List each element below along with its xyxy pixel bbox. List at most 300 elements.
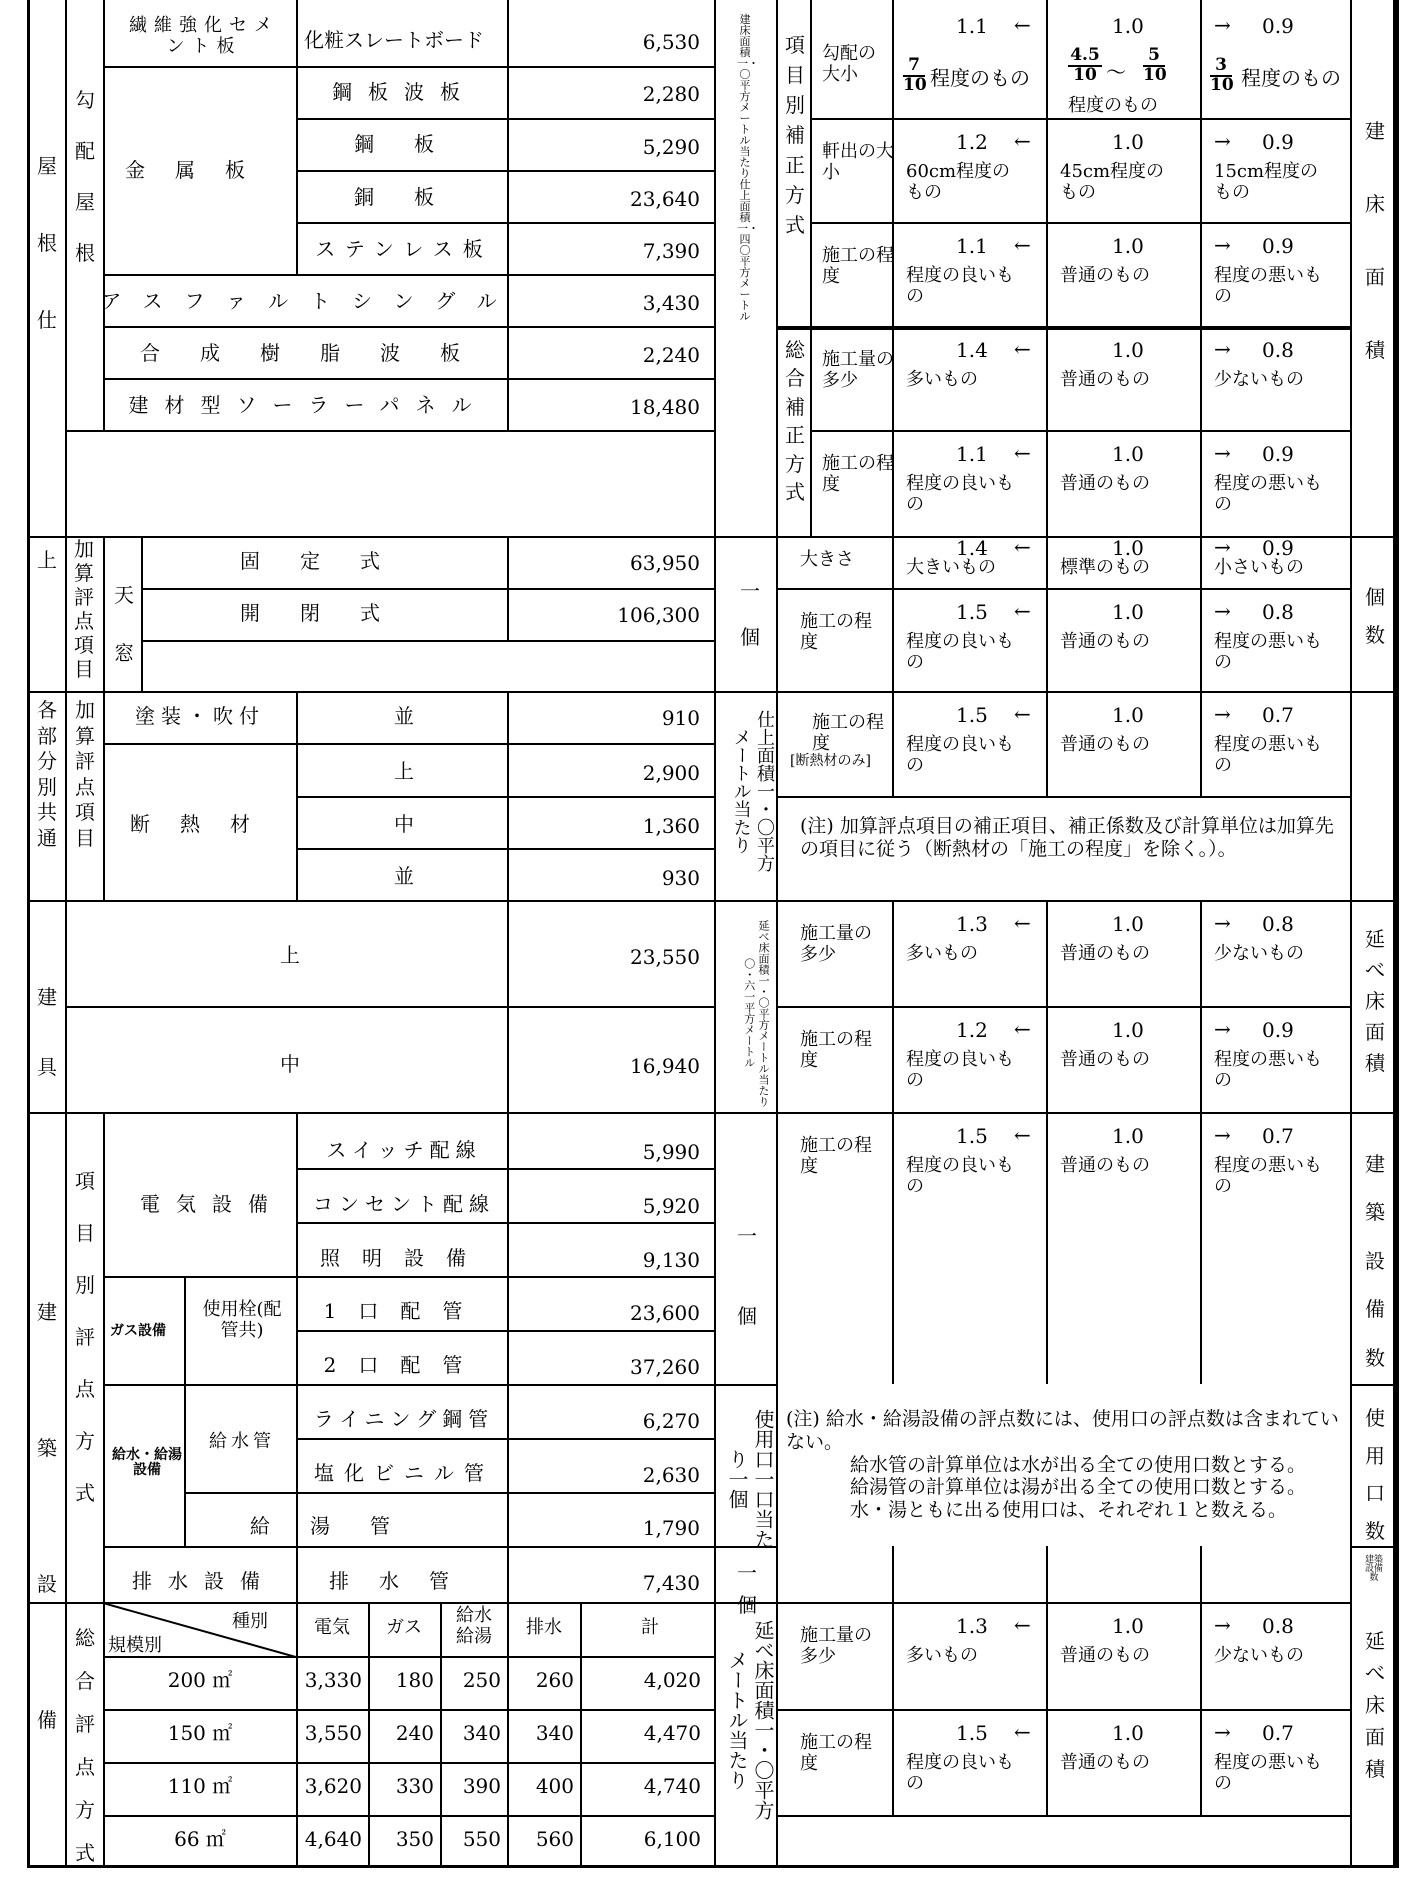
- overall-cell: 340: [462, 1721, 501, 1745]
- overall-cell: 240: [395, 1721, 434, 1745]
- h-line: [103, 743, 714, 745]
- corr-low-7: 0.8: [1262, 912, 1294, 936]
- v-line: [103, 536, 105, 691]
- insulation-value-low: 930: [661, 866, 700, 890]
- roof-value-steel-corrugated: 2,280: [642, 82, 700, 106]
- h-line: [103, 274, 714, 276]
- corr-item-0: 軒出の大小: [822, 141, 894, 183]
- arrow-right-icon: →: [1214, 1613, 1231, 1637]
- arrow-right-icon: →: [1214, 337, 1231, 361]
- common-corr-item: 施工の程度: [812, 712, 884, 754]
- corr-high-1: 1.1: [956, 234, 988, 258]
- arrow-right-icon: →: [1214, 13, 1231, 37]
- fittings-unit-text: 延べ床面積一・〇平方メートル当たり〇・六一平方メートル: [742, 919, 770, 1107]
- overall-cell: 3,550: [304, 1721, 362, 1745]
- water-note-line-3: 給湯管の計算単位は湯が出る全ての使用口数とする。: [850, 1476, 1307, 1499]
- h-line: [103, 1709, 714, 1711]
- common-category: 各部分別共通: [37, 698, 57, 850]
- electric-light-value: 9,130: [642, 1248, 700, 1272]
- corr-item-11: 施工の程度: [800, 1732, 872, 1774]
- corr-low-0: 0.9: [1262, 130, 1294, 154]
- skylight-group: 加算評点項目: [74, 537, 94, 681]
- arrow-right-icon: →: [1214, 911, 1231, 935]
- corr-low-desc-11: 程度の悪いもの: [1214, 1752, 1322, 1794]
- overall-right-unit: 延べ床面積: [1365, 1629, 1385, 1781]
- common-unit-text: 仕上面積一・〇平方メートル当たり: [730, 710, 775, 872]
- corr-low-desc-10: 少ないもの: [1214, 1645, 1304, 1666]
- overall-unit: 延べ床面積一・〇平方メートル当たり: [725, 1620, 775, 1820]
- h-line: [296, 1330, 714, 1332]
- skylight-unit: 一個: [740, 579, 760, 649]
- corr-mid-desc-3: 普通のもの: [1060, 473, 1150, 494]
- v-line: [103, 0, 105, 430]
- corr-mid-desc-1: 普通のもの: [1060, 265, 1150, 286]
- v-line: [1350, 691, 1352, 796]
- overall-cell: 560: [535, 1827, 574, 1851]
- water-note-line-1: (注) 給水・給湯設備の評点数には、使用口の評点数は含まれていない。: [786, 1408, 1339, 1453]
- water-lining-steel-value: 6,270: [642, 1409, 700, 1433]
- common-coating-grade: 並: [394, 704, 414, 728]
- corr-mid-desc-2: 普通のもの: [1060, 369, 1150, 390]
- corr-low-desc-7: 少ないもの: [1214, 943, 1304, 964]
- h-line: [65, 1006, 714, 1008]
- water-name: 給水・給湯設備: [112, 1447, 182, 1479]
- roof-value-asphalt-shingle: 3,430: [642, 291, 700, 315]
- fittings-grade-high: 上: [280, 943, 300, 967]
- corr-low-desc-3: 程度の悪いもの: [1214, 473, 1322, 515]
- corr-mid-desc-6: 普通のもの: [1060, 734, 1150, 755]
- overall-cell: 550: [462, 1827, 501, 1851]
- v-line: [1200, 900, 1202, 1112]
- arrow-right-icon: →: [1214, 233, 1231, 257]
- overall-col-header: 電気: [314, 1617, 350, 1638]
- overall-col-header: ガス: [386, 1617, 422, 1638]
- h-line: [776, 326, 1350, 330]
- v-line: [1046, 0, 1048, 536]
- overall-cell: 3,330: [304, 1668, 362, 1692]
- corr-mid-10: 1.0: [1112, 1614, 1144, 1638]
- arrow-left-icon: ←: [1014, 233, 1031, 257]
- corr-item-5: 施工の程度: [800, 611, 872, 653]
- corr-mid-8: 1.0: [1112, 1018, 1144, 1042]
- fittings-right-unit: 延べ床面積: [1365, 927, 1385, 1075]
- overall-col-header: 排水: [526, 1617, 562, 1638]
- corr-high-desc-4: 大きいもの: [906, 557, 996, 578]
- insulation-grade-mid: 中: [394, 812, 414, 836]
- arrow-left-icon: ←: [1014, 702, 1031, 726]
- v-line: [141, 536, 143, 691]
- v-line: [892, 536, 894, 691]
- arrow-right-icon: →: [1214, 441, 1231, 465]
- h-line: [141, 640, 714, 642]
- corr-item-4: 大きさ: [800, 549, 854, 570]
- v-line: [1200, 691, 1202, 796]
- v-line: [1200, 0, 1202, 536]
- gas-1-pipe: 1口配管: [323, 1299, 485, 1323]
- corr-low-8: 0.9: [1262, 1018, 1294, 1042]
- corr-item-10: 施工量の多少: [800, 1625, 872, 1667]
- h-line: [65, 430, 714, 432]
- v-line: [1200, 1112, 1202, 1384]
- gas-2-pipe: 2口配管: [323, 1353, 485, 1377]
- skylight-fixed: 固定式: [240, 549, 420, 573]
- corr-mid-3: 1.0: [1112, 442, 1144, 466]
- v-line: [507, 0, 509, 430]
- equipment-right-unit-3: 建築設備数: [1364, 1555, 1383, 1583]
- skylight-fixed-value: 63,950: [630, 551, 700, 575]
- h-line: [296, 170, 714, 172]
- v-line: [892, 1546, 894, 1602]
- fittings-grade-mid: 中: [280, 1052, 300, 1076]
- corr-high-11: 1.5: [956, 1721, 988, 1745]
- overall-row-scale: 110 ㎡: [167, 1774, 233, 1798]
- corr-mid-desc-4: 標準のもの: [1060, 557, 1150, 578]
- common-corr-item-note: [断熱材のみ]: [790, 753, 871, 769]
- v-line: [892, 1602, 894, 1815]
- v-line: [1046, 536, 1048, 691]
- v-line: [103, 691, 105, 900]
- v-line: [776, 0, 778, 1868]
- corr-item-7: 施工量の多少: [800, 923, 872, 965]
- h-line: [776, 1709, 1350, 1711]
- overall-head-scale: 規模別: [108, 1635, 162, 1656]
- arrow-left-icon: ←: [1014, 599, 1031, 623]
- corr-low-5: 0.8: [1262, 600, 1294, 624]
- corr-item-1: 施工の程度: [822, 245, 894, 287]
- arrow-right-icon: →: [1214, 702, 1231, 726]
- v-line: [580, 1602, 582, 1868]
- electric-switch-value: 5,990: [642, 1140, 700, 1164]
- water-sub: 給水管: [209, 1431, 275, 1452]
- corr-high-desc-5: 程度の良いもの: [906, 631, 1014, 673]
- roof-value-steel: 5,290: [642, 135, 700, 159]
- overall-head-kind: 種別: [232, 1611, 268, 1632]
- roof-value-copper: 23,640: [630, 187, 700, 211]
- corr-mid-6: 1.0: [1112, 703, 1144, 727]
- corr-high-6: 1.5: [956, 703, 988, 727]
- roof-value-resin-corrugated: 2,240: [642, 343, 700, 367]
- overall-row-scale: 200 ㎡: [167, 1668, 233, 1692]
- h-line: [296, 1222, 714, 1224]
- corr-high-desc-6: 程度の良いもの: [906, 734, 1014, 776]
- overall-cell: 180: [395, 1668, 434, 1692]
- corr-high-2: 1.4: [956, 338, 988, 362]
- common-coating-value: 910: [661, 706, 700, 730]
- h-line: [1350, 1384, 1396, 1386]
- corr-slope-mid: 1.0: [1112, 14, 1144, 38]
- arrow-right-icon: →: [1214, 535, 1231, 559]
- overall-row-scale: 66 ㎡: [174, 1827, 226, 1851]
- v-line: [507, 900, 509, 1112]
- corr-item-3: 施工の程度: [822, 453, 894, 495]
- corr-low-desc-1: 程度の悪いもの: [1214, 265, 1322, 307]
- v-line: [1350, 0, 1352, 1868]
- water-note: [786, 1408, 1346, 1522]
- overall-cell: 340: [535, 1721, 574, 1745]
- tilde-glyph: 〜: [1106, 60, 1126, 84]
- water-note-line-4: 水・湯ともに出る使用口は、それぞれ１と数える。: [850, 1499, 1288, 1522]
- corr-low-2: 0.8: [1262, 338, 1294, 362]
- arrow-right-icon: →: [1214, 129, 1231, 153]
- roof-material-asphalt-shingle: アスファルトシングル: [101, 289, 519, 313]
- insulation-grade-low: 並: [394, 864, 414, 888]
- overall-cell: 390: [462, 1774, 501, 1798]
- overall-cell: 400: [535, 1774, 574, 1798]
- overall-cell: 4,740: [643, 1774, 701, 1798]
- corr-slope-high: 1.1: [956, 14, 988, 38]
- h-line: [103, 1276, 714, 1278]
- corr-low-desc-0: 15cm程度のもの: [1214, 161, 1319, 203]
- fraction-4.5-10: $\frac{4.5}{10}$: [1068, 47, 1102, 85]
- common-group: 加算評点項目: [75, 698, 95, 850]
- roof-subcategory: 勾配屋根: [75, 88, 95, 265]
- corr-low-desc-5: 程度の悪いもの: [1214, 631, 1322, 673]
- roof-material-solar-panel: 建材型ソーラーパネル: [128, 393, 488, 417]
- roof-right-unit: 建床面積: [1365, 119, 1385, 362]
- v-line: [296, 0, 298, 274]
- corr-mid-desc-9: 普通のもの: [1060, 1155, 1150, 1176]
- corr-mid-desc-11: 普通のもの: [1060, 1752, 1150, 1773]
- corr-slope-item: 勾配の大小: [822, 43, 876, 85]
- equipment-unit-item: 一個: [737, 1224, 757, 1328]
- corr-high-9: 1.5: [956, 1124, 988, 1148]
- roof-value-solar-panel: 18,480: [630, 395, 700, 419]
- arrow-left-icon: ←: [1014, 1613, 1031, 1637]
- h-line: [103, 1546, 714, 1548]
- overall-cell: 3,620: [304, 1774, 362, 1798]
- v-line: [892, 900, 894, 1112]
- corr-high-7: 1.3: [956, 912, 988, 936]
- h-line: [296, 1168, 714, 1170]
- fraction-3-10: $\frac{3}{10}$: [1210, 55, 1234, 95]
- overall-cell: 330: [395, 1774, 434, 1798]
- corr-mid-desc-10: 普通のもの: [1060, 1645, 1150, 1666]
- corr-mid-2: 1.0: [1112, 338, 1144, 362]
- fraction-5-10: $\frac{5}{10}$: [1143, 45, 1167, 85]
- gas-name: ガス設備: [110, 1323, 166, 1339]
- corr-slope-mid-desc: 程度のもの: [1068, 95, 1158, 116]
- roof-material-resin-corrugated: 合成樹脂波板: [140, 341, 500, 365]
- hot-water-pipe-value: 1,790: [642, 1516, 700, 1540]
- equipment-overall-label: 総合評点方式: [75, 1626, 95, 1865]
- v-line: [714, 0, 716, 1868]
- h-line: [714, 1384, 776, 1386]
- skylight-right-unit: 個数: [1365, 585, 1385, 647]
- h-line: [810, 222, 1350, 224]
- insulation-grade-high: 上: [394, 759, 414, 783]
- h-line: [103, 1656, 714, 1658]
- h-line: [27, 900, 1396, 902]
- water-pvc: 塩化ビニル管: [314, 1461, 494, 1485]
- v-line: [1200, 1602, 1202, 1815]
- drain-pipe: 排水管: [329, 1569, 479, 1593]
- arrow-left-icon: ←: [1014, 337, 1031, 361]
- h-line: [776, 588, 1350, 590]
- corr-low-desc-8: 程度の悪いもの: [1214, 1049, 1322, 1091]
- fittings-value-high: 23,550: [630, 945, 700, 969]
- corr-high-desc-0: 60cm程度のもの: [906, 161, 1011, 203]
- corr-slope-low: 0.9: [1262, 14, 1294, 38]
- electric-outlet: コンセント配線: [313, 1192, 495, 1216]
- corr-low-desc-4: 小さいもの: [1214, 557, 1304, 578]
- v-line: [507, 1112, 509, 1602]
- corr-high-desc-11: 程度の良いもの: [906, 1752, 1014, 1794]
- corr-low-11: 0.7: [1262, 1721, 1294, 1745]
- arrow-left-icon: ←: [1014, 1123, 1031, 1147]
- roof-material-fiber-cement: 繊維強化セメント板: [129, 15, 279, 57]
- roof-type-steel: 鋼板: [354, 132, 474, 156]
- arrow-left-icon: ←: [1014, 911, 1031, 935]
- corr-mid-9: 1.0: [1112, 1124, 1144, 1148]
- h-line: [296, 848, 714, 850]
- h-line: [296, 796, 714, 798]
- h-line: [296, 1438, 714, 1440]
- arrow-left-icon: ←: [1014, 1017, 1031, 1041]
- corr-mid-7: 1.0: [1112, 912, 1144, 936]
- corr-high-desc-7: 多いもの: [906, 943, 978, 964]
- corr-mid-desc-7: 普通のもの: [1060, 943, 1150, 964]
- arrow-left-icon: ←: [1014, 1720, 1031, 1744]
- overall-cell: 4,470: [643, 1721, 701, 1745]
- corr-high-10: 1.3: [956, 1614, 988, 1638]
- corr-high-desc-8: 程度の良いもの: [906, 1049, 1014, 1091]
- arrow-left-icon: ←: [1014, 535, 1031, 559]
- v-line: [892, 691, 894, 796]
- equipment-right-unit-2: 使用口数: [1365, 1406, 1385, 1543]
- corr-item-9: 施工の程度: [800, 1135, 872, 1177]
- arrow-left-icon: ←: [1014, 13, 1031, 37]
- h-line: [103, 1384, 714, 1386]
- overall-cell: 260: [535, 1668, 574, 1692]
- water-pvc-value: 2,630: [642, 1463, 700, 1487]
- skylight-name: 天窓: [114, 583, 134, 665]
- insulation-value-mid: 1,360: [642, 814, 700, 838]
- equipment-category: 建築設備: [37, 1300, 57, 1732]
- arrow-left-icon: ←: [1014, 129, 1031, 153]
- hot-water-pipe: 給湯管: [250, 1514, 430, 1538]
- h-line: [810, 118, 1350, 120]
- overall-cell: 4,640: [304, 1827, 362, 1851]
- roof-type-steel-corrugated: 鋼板波板: [332, 80, 476, 104]
- insulation-value-high: 2,900: [642, 761, 700, 785]
- drain-name: 排水設備: [132, 1569, 276, 1593]
- overall-cell: 4,020: [643, 1668, 701, 1692]
- gas-sub: 使用栓(配管共): [202, 1299, 282, 1341]
- arrow-right-icon: →: [1214, 1720, 1231, 1744]
- h-line: [27, 1602, 1350, 1604]
- skylight-open: 開閉式: [240, 601, 420, 625]
- corr-high-desc-1: 程度の良いもの: [906, 265, 1014, 307]
- corr-low-3: 0.9: [1262, 442, 1294, 466]
- drain-unit: 一個: [737, 1561, 757, 1617]
- v-line: [1200, 1546, 1202, 1602]
- h-line: [27, 691, 1396, 693]
- arrow-right-icon: →: [1214, 1017, 1231, 1041]
- corr-low-6: 0.7: [1262, 703, 1294, 727]
- corr-low-desc-2: 少ないもの: [1214, 369, 1304, 390]
- h-line: [296, 222, 714, 224]
- h-line: [27, 1112, 1396, 1114]
- corr-low-desc-6: 程度の悪いもの: [1214, 734, 1322, 776]
- h-line: [776, 1815, 1350, 1817]
- v-line: [1046, 1602, 1048, 1815]
- v-line: [184, 1276, 186, 1546]
- h-line: [103, 1815, 714, 1817]
- v-line: [1046, 1112, 1048, 1384]
- equipment-itemized-label: 項目別評点方式: [75, 1169, 95, 1505]
- gas-1-pipe-value: 23,600: [630, 1301, 700, 1325]
- corr-item-2: 施工量の多少: [822, 349, 894, 391]
- h-line: [103, 1762, 714, 1764]
- corr-mid-desc-0: 45cm程度のもの: [1060, 161, 1165, 203]
- roof-overall-label: 総合補正方式: [785, 338, 805, 504]
- roof-material-metal: 金属板: [125, 158, 275, 182]
- roof-value-stainless: 7,390: [642, 239, 700, 263]
- roof-itemized-label: 項目別補正方式: [785, 33, 805, 237]
- electric-outlet-value: 5,920: [642, 1194, 700, 1218]
- arrow-left-icon: ←: [1014, 441, 1031, 465]
- overall-col-header: 給水給湯: [456, 1605, 492, 1647]
- common-note: (注) 加算評点項目の補正項目、補正係数及び計算単位は加算先の項目に従う（断熱材の「施工の程度」を除く。）。: [800, 815, 1334, 860]
- electric-light: 照明設備: [320, 1246, 488, 1270]
- electric-switch: スイッチ配線: [326, 1138, 482, 1162]
- v-line: [892, 1112, 894, 1384]
- corr-mid-5: 1.0: [1112, 600, 1144, 624]
- fittings-value-mid: 16,940: [630, 1054, 700, 1078]
- roof-category-end: 上: [37, 548, 57, 572]
- corr-low-1: 0.9: [1262, 234, 1294, 258]
- corr-mid-11: 1.0: [1112, 1721, 1144, 1745]
- v-line: [1396, 0, 1399, 1868]
- corr-high-desc-9: 程度の良いもの: [906, 1155, 1014, 1197]
- electric-name: 電気設備: [140, 1192, 284, 1216]
- arrow-right-icon: →: [1214, 599, 1231, 623]
- fittings-category: 建具: [37, 985, 57, 1079]
- corr-mid-desc-8: 普通のもの: [1060, 1049, 1150, 1070]
- corr-mid-4: 1.0: [1112, 536, 1144, 560]
- corr-high-8: 1.2: [956, 1018, 988, 1042]
- corr-high-3: 1.1: [956, 442, 988, 466]
- roof-type-slate: 化粧スレートボード: [304, 28, 484, 52]
- overall-cell: 350: [395, 1827, 434, 1851]
- corr-low-9: 0.7: [1262, 1124, 1294, 1148]
- v-line: [1200, 536, 1202, 691]
- corr-high-desc-3: 程度の良いもの: [906, 473, 1014, 515]
- v-line: [1046, 691, 1048, 796]
- overall-cell: 6,100: [643, 1827, 701, 1851]
- v-line: [810, 0, 812, 536]
- overall-col-header: 計: [641, 1617, 659, 1638]
- v-line: [103, 1112, 105, 1868]
- corr-mid-desc-5: 普通のもの: [1060, 631, 1150, 652]
- corr-high-0: 1.2: [956, 130, 988, 154]
- corr-item-8: 施工の程度: [800, 1029, 872, 1071]
- h-line: [103, 378, 714, 380]
- h-line: [776, 796, 1350, 798]
- fraction-7-10: $\frac{7}{10}$: [903, 55, 927, 95]
- roof-category: 屋根仕: [37, 154, 57, 332]
- corr-slope-low-desc: 程度のもの: [1241, 66, 1341, 90]
- h-line: [776, 1006, 1350, 1008]
- h-line: [141, 588, 714, 590]
- water-lining-steel: ライニング鋼管: [313, 1407, 495, 1431]
- corr-low-desc-9: 程度の悪いもの: [1214, 1155, 1322, 1197]
- v-line: [1046, 900, 1048, 1112]
- corr-high-4: 1.4: [956, 536, 988, 560]
- overall-cell: 250: [462, 1668, 501, 1692]
- h-line: [296, 118, 714, 120]
- gas-2-pipe-value: 37,260: [630, 1355, 700, 1379]
